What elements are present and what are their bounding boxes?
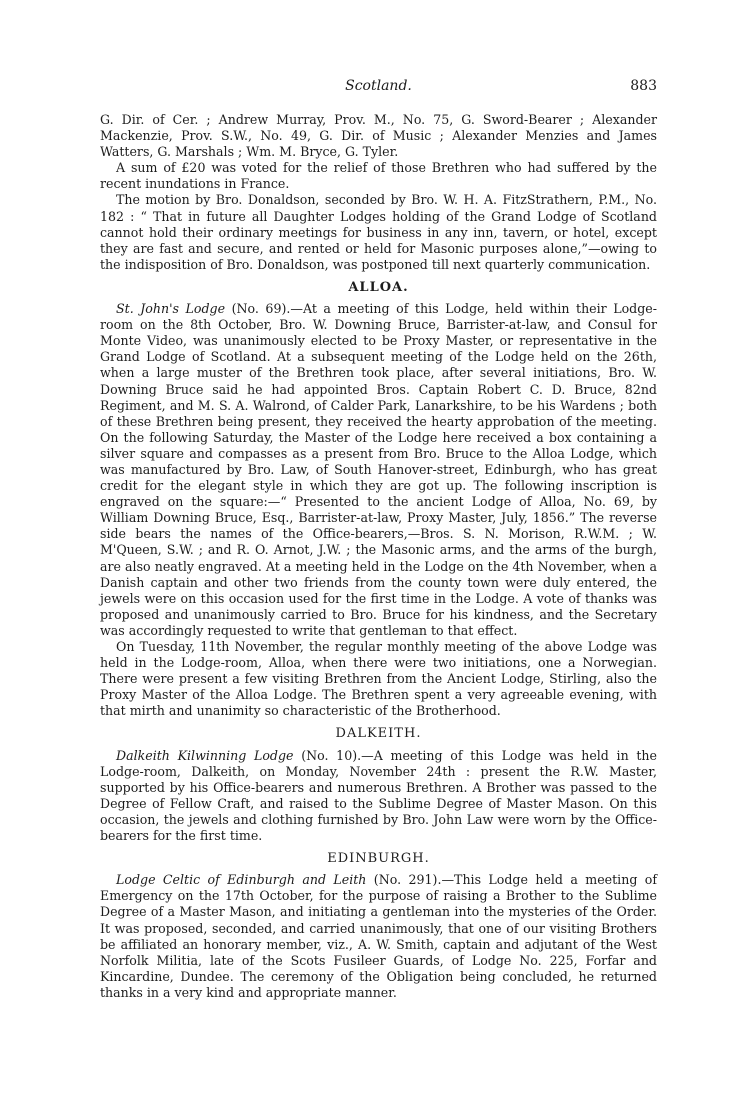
paragraph-dalkeith — [100, 748, 657, 845]
paragraph-officers-continued: G. Dir. of Cer. ; Andrew Murray, Prov. M., No. 75, G. Sword-Bearer ; Alexander Mackenzie, Prov. S.W., No. 49, G. Dir. of Music ; Alexander Menzies and James Watters, G. Marshals ; Wm. M. Bryce, G. Tyler. — [100, 112, 657, 160]
paragraph-edinburgh — [100, 872, 657, 1001]
paragraph-text: (No. 291).—This Lodge held a meeting of Emergency on the 17th October, for the purpose of raising a Brother to the Sublime Degree of a Master Mason, and initiating a gentleman into the mysteries of the Order. It was proposed, seconded, and carried unanimously, that one of our visiting Brothers be affiliated an honorary member, viz., A. W. Smith, captain and adjutant of the West Norfolk Militia, late of the Scots Fusileer Guards, of Lodge No. 225, Forfar and Kincardine, Dundee. The ceremony of the Obligation being concluded, he returned thanks in a very kind and appropriate manner. — [100, 872, 658, 1000]
section-heading-dalkeith: DALKEITH. — [335, 726, 422, 742]
section-heading-alloa: ALLOA. — [348, 279, 409, 295]
paragraph-alloa-st-johns — [100, 301, 657, 639]
running-title: Scotland. — [345, 78, 412, 94]
paragraph-motion: The motion by Bro. Donaldson, seconded by Bro. W. H. A. FitzStrathern, P.M., No. 182 : “ That in future all Daughter Lodges holding of the Grand Lodge of Scotland cannot hold their ordinary meetings for business in any inn, tavern, or hotel, except they are fast and secure, and rented or held for Masonic purposes alone,”—owing to the indisposition of Bro. Donaldson, was postponed till next quarterly communication. — [100, 192, 657, 272]
section-heading-edinburgh: EDINBURGH. — [327, 851, 430, 867]
paragraph-text: (No. 69).—At a meeting of this Lodge, held within their Lodge-room on the 8th October, Bro. W. Downing Bruce, Barrister-at-law, and Consul for Monte Video, was unanimously elected to be Proxy Master, or representative in the Grand Lodge of Scotland. At a subsequent meeting of the Lodge held on the 26th, when a large muster of the Brethren took place, after several initiations, Bro. W. Downing Bruce said he had appointed Bros. Captain Robert C. D. Bruce, 82nd Regiment, and M. S. A. Walrond, of Calder Park, Lanarkshire, to be his Wardens ; both of these Brethren being present, they received the hearty approbation of the meeting. On the following Saturday, the Master of the Lodge here received a box containing a silver square and compasses as a present from Bro. Bruce to the Alloa Lodge, which was manufactured by Bro. Law, of South Hanover-street, Edinburgh, who has great credit for the elegant style in which they are got up. The following inscription is engraved on the square:—“ Presented to the ancient Lodge of Alloa, No. 69, by William Downing Bruce, Esq., Barrister-at-law, Proxy Master, July, 1856.” The reverse side bears the names of the Office-bearers,—Bros. S. N. Morison, R.W.M. ; W. M'Queen, S.W. ; and R. O. Arnot, J.W. ; the Masonic arms, and the arms of the burgh, are also neatly engraved. At a meeting held in the Lodge on the 4th November, when a Danish captain and other two friends from the county town were duly entered, the jewels were on this occasion used for the first time in the Lodge. A vote of thanks was proposed and unanimously carried to Bro. Bruce for his kindness, and the Secretary was accordingly requested to write that gentleman to that effect. — [100, 301, 657, 638]
paragraph-alloa-november: On Tuesday, 11th November, the regular monthly meeting of the above Lodge was held in the Lodge-room, Alloa, when there were two initiations, one a Norwegian. There were present a few visiting Brethren from the Ancient Lodge, Stirling, also the Proxy Master of the Alloa Lodge. The Brethren spent a very agreeable evening, with that mirth and unanimity so characteristic of the Brotherhood. — [100, 639, 657, 719]
lodge-name: Lodge Celtic of Edinburgh and Leith — [116, 872, 367, 888]
paragraph-relief-vote: A sum of £20 was voted for the relief of those Brethren who had suffered by the recent inundations in France. — [100, 160, 657, 192]
paragraph-text: (No. 10).—A meeting of this Lodge was held in the Lodge-room, Dalkeith, on Monday, November 24th : present the R.W. Master, supported by his Office-bearers and numerous Brethren. A Brother was passed to the Degree of Fellow Craft, and raised to the Sublime Degree of Master Mason. On this occasion, the jewels and clothing furnished by Bro. John Law were worn by the Office-bearers for the first time. — [100, 747, 658, 844]
page-number: 883 — [630, 78, 657, 94]
lodge-name: Dalkeith Kilwinning Lodge — [116, 747, 294, 763]
running-header — [100, 78, 657, 112]
lodge-name: St. John's Lodge — [116, 301, 226, 317]
